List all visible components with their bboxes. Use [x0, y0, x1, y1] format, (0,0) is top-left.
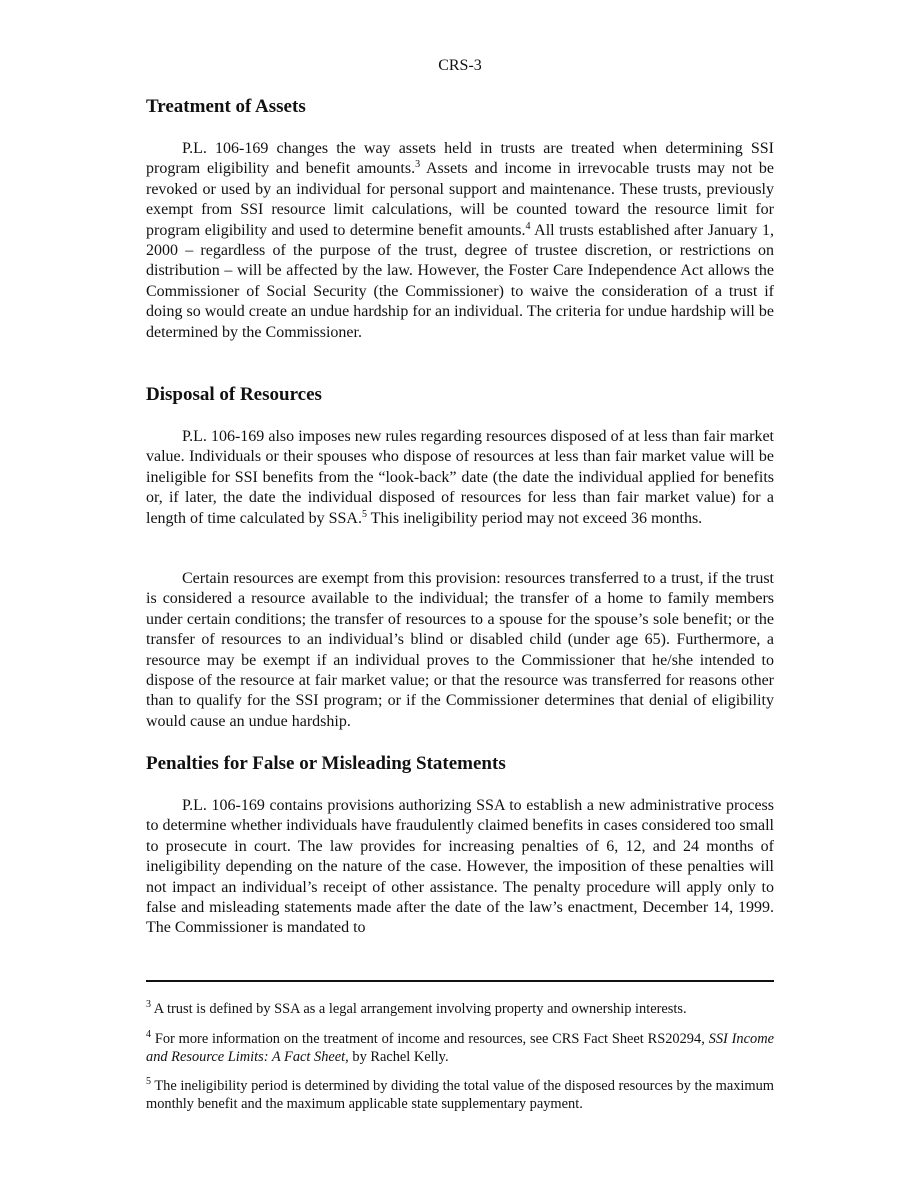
footnote-cited-title: SSI Income and Resource Limits: A Fact Sheet: [146, 1031, 774, 1065]
paragraph-penalties: P.L. 106-169 contains provisions authorizing SSA to establish a new administrative process to determine whether individuals have fraudulently claimed benefits in cases considered too small to prosecute in court. The law provides for increasing penalties of 6, 12, and 24 months of ineligibility depending on the nature of the case. However, the imposition of these penalties will not impact an individual’s receipt of other assistance. The penalty procedure will apply only to false and misleading statements made after the date of the law’s enactment, December 14, 1999. The Commissioner is mandated to: [146, 797, 774, 937]
paragraph-text: P.L. 106-169 also imposes new rules regarding resources disposed of at less than fair market value. Individuals or their spouses who dispose of resources at less than fair market value will be ineligible for SSI benefits from the “look-back” date (the date the individual applied for benefits or, if later, the date the individual disposed of resources for less than fair market value) for a length of time calculated by SSA.: [146, 428, 774, 527]
footnote-text: The ineligibility period is determined by dividing the total value of the disposed resources by the maximum monthly benefit and the maximum applicable state supplementary payment.: [146, 1078, 774, 1112]
footnote-mark: 4: [146, 1029, 151, 1040]
footnote-separator-rule: [146, 980, 774, 982]
footnote-mark: 3: [146, 999, 151, 1010]
page-running-head: CRS-3: [438, 57, 482, 74]
footnote-reference-4: 4: [525, 220, 531, 232]
paragraph-disposal-of-resources-2: Certain resources are exempt from this provision: resources transferred to a trust, if the trust is considered a resource available to the individual; the transfer of a home to family members under certain conditions; the transfer of resources to a spouse for the spouse’s sole benefit; or the transfer of resources to an individual’s blind or disabled child (under age 65). Furthermore, a resource may be exempt if an individual proves to the Commissioner that he/she intended to dispose of the resource at fair market value; or that the resource was transferred for reasons other than to qualify for the SSI program; or if the Commissioner determines that denial of eligibility would cause an undue hardship.: [146, 570, 774, 730]
footnote-3: [146, 1000, 774, 1018]
footnote-5: [146, 1077, 774, 1113]
paragraph-text: P.L. 106-169 changes the way assets held in trusts are treated when determining SSI program eligibility and benefit amounts.: [146, 140, 774, 178]
paragraph-text: This ineligibility period may not exceed 36 months.: [366, 509, 703, 527]
footnote-4: [146, 1030, 774, 1066]
footnote-reference-5: 5: [361, 508, 367, 520]
footnote-text: A trust is defined by SSA as a legal arrangement involving property and ownership interests.: [151, 1001, 687, 1017]
footnote-text: For more information on the treatment of income and resources, see CRS Fact Sheet RS20294,: [151, 1031, 709, 1047]
section-heading-treatment-of-assets: Treatment of Assets: [146, 96, 306, 117]
section-heading-penalties: Penalties for False or Misleading Statements: [146, 753, 506, 774]
paragraph-text: Assets and income in irrevocable trusts may not be revoked or used by an individual for personal support and maintenance. These trusts, previously exempt from SSI resource limit calculations, will be counted toward the resource limit for program eligibility and used to determine benefit amounts.: [146, 160, 774, 239]
footnote-mark: 5: [146, 1076, 151, 1087]
section-heading-disposal-of-resources: Disposal of Resources: [146, 384, 322, 405]
paragraph-treatment-of-assets: [146, 139, 774, 343]
paragraph-text: All trusts established after January 1, 2000 – regardless of the purpose of the trust, degree of trustee discretion, or restrictions on distribution – will be affected by the law. However, the Foster Care Independence Act allows the Commissioner of Social Security (the Commissioner) to waive the consideration of a trust if doing so would create an undue hardship for an individual. The criteria for undue hardship will be determined by the Commissioner.: [146, 221, 774, 341]
paragraph-disposal-of-resources-1: [146, 427, 774, 529]
footnote-reference-3: 3: [415, 159, 421, 171]
footnote-text: , by Rachel Kelly.: [345, 1049, 449, 1065]
